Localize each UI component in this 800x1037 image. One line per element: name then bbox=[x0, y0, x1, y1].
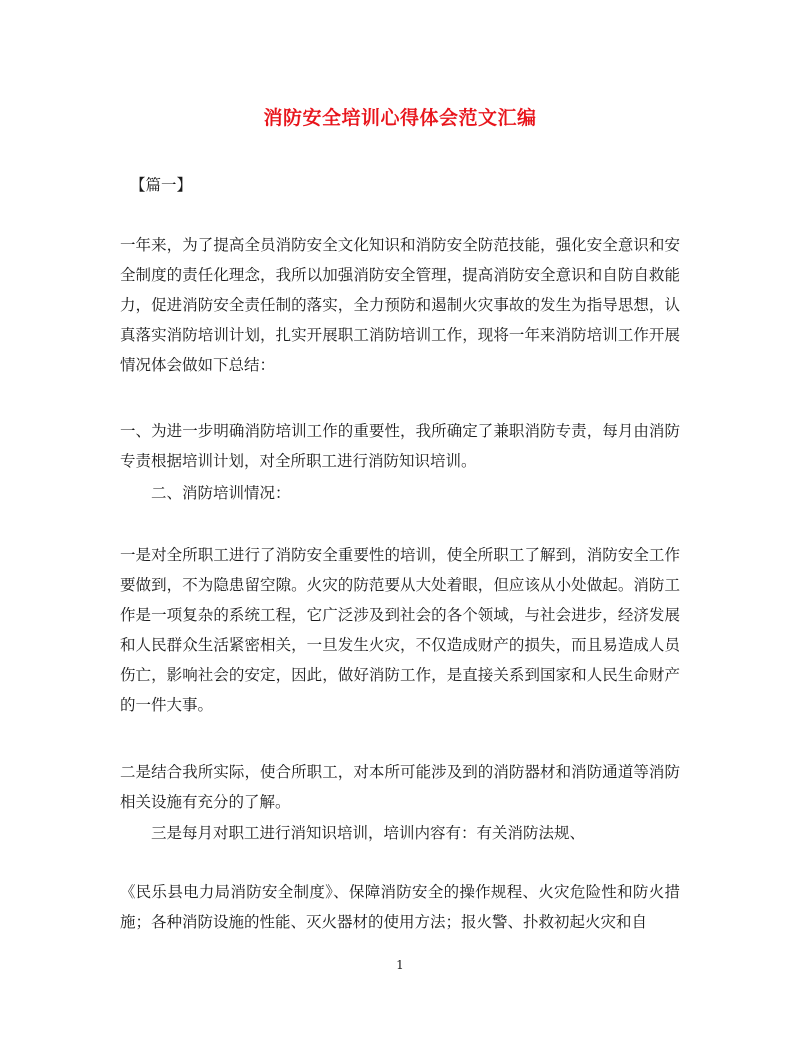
paragraph-second-item: 二是结合我所实际，使合所职工，对本所可能涉及到的消防器材和消防通道等消防相关设施有充分的了解。 bbox=[120, 763, 680, 811]
page-number: 1 bbox=[396, 958, 404, 972]
paragraph-third-item: 三是每月对职工进行消知识培训，培训内容有：有关消防法规、 bbox=[151, 824, 586, 842]
section-label: 【篇一】 bbox=[130, 176, 193, 194]
paragraph-one: 一、为进一步明确消防培训工作的重要性，我所确定了兼职消防专责，每月由消防专责根据培训计划，对全所职工进行消防知识培训。 bbox=[120, 422, 680, 470]
document-title: 消防安全培训心得体会范文汇编 bbox=[263, 107, 537, 129]
paragraph-intro: 一年来，为了提高全员消防安全文化知识和消防安全防范技能，强化安全意识和安全制度的责任化理念，我所以加强消防安全管理，提高消防安全意识和自防自救能力，促进消防安全责任制的落实，全力预防和遏制火灾事故的发生为指导思想，认真落实消防培训计划，扎实开展职工消防培训工作，现将一年来消防培训工作开展情况体会做如下总结： bbox=[120, 236, 680, 374]
paragraph-two-heading: 二、消防培训情况： bbox=[151, 484, 291, 502]
paragraph-first-item: 一是对全所职工进行了消防安全重要性的培训，使全所职工了解到，消防安全工作要做到，不为隐患留空隙。火灾的防范要从大处着眼，但应该从小处做起。消防工作是一项复杂的系统工程，它广泛涉及到社会的各个领域，与社会进步，经济发展和人民群众生活紧密相关，一旦发生火灾，不仅造成财产的损失，而且易造成人员伤亡，影响社会的安定，因此，做好消防工作，是直接关系到国家和人民生命财产的一件大事。 bbox=[120, 546, 680, 714]
paragraph-continued: 《民乐县电力局消防安全制度》、保障消防安全的操作规程、火灾危险性和防火措施；各种消防设施的性能、灭火器材的使用方法；报火警、扑救初起火灾和自 bbox=[120, 883, 680, 931]
